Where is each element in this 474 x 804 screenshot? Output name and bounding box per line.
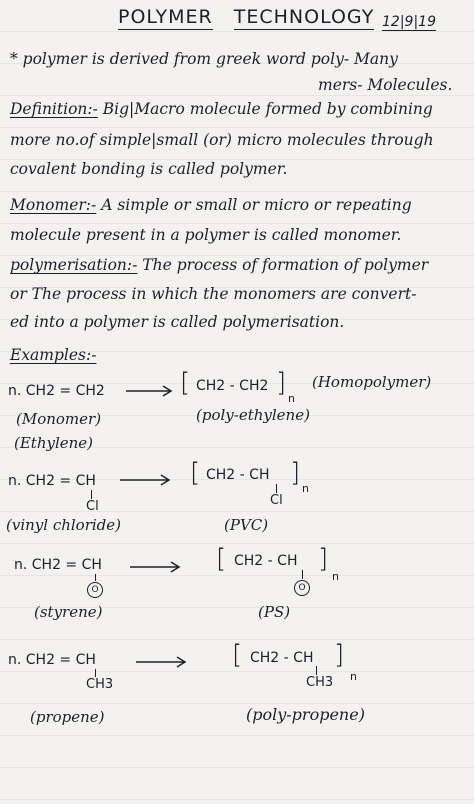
example-2-polymer-formula: CH2 - CH	[206, 467, 270, 483]
bond-line	[276, 484, 277, 493]
example-1-monomer-label: (Monomer)	[16, 410, 102, 428]
example-4-polymer-formula: CH2 - CH	[250, 650, 314, 666]
bracket-left: [	[180, 368, 191, 398]
polymerisation-line-2: or The process in which the monomers are convert-	[10, 285, 417, 303]
bracket-left: [	[190, 458, 201, 488]
example-2-monomer-formula: n. CH2 = CH	[8, 473, 96, 489]
definition-line-1	[10, 100, 433, 118]
example-3-monomer-formula: n. CH2 = CH	[14, 557, 102, 573]
example-1-subscript: n	[288, 392, 295, 405]
example-2-polymer-name: (PVC)	[224, 516, 269, 534]
intro-line-2: mers- Molecules.	[318, 76, 453, 94]
example-2-monomer-name: (vinyl chloride)	[6, 516, 122, 534]
definition-line-2: more no.of simple|small (or) micro molecules through	[10, 131, 434, 149]
definition-text-1: Big|Macro molecule formed by combining	[97, 100, 433, 118]
monomer-line-1	[10, 196, 412, 214]
bracket-left: [	[232, 640, 243, 670]
bracket-right: ]	[290, 458, 301, 488]
monomer-line-2: molecule present in a polymer is called monomer.	[10, 226, 402, 244]
page-date: 12|9|19	[382, 14, 436, 30]
bracket-left: [	[216, 544, 227, 574]
example-1-polymer-name: (poly-ethylene)	[196, 406, 310, 424]
example-1-monomer-name: (Ethylene)	[14, 434, 94, 452]
bond-line	[95, 574, 96, 581]
polymerisation-term: polymerisation:-	[10, 256, 138, 274]
example-2-polymer-substituent: Cl	[270, 493, 283, 508]
bond-line	[316, 666, 317, 675]
example-3-polymer-name: (PS)	[258, 603, 291, 621]
example-1-note: (Homopolymer)	[312, 373, 432, 391]
bracket-right: ]	[334, 640, 345, 670]
example-4-monomer-name: (propene)	[30, 708, 105, 726]
example-2-monomer-substituent: Cl	[86, 499, 99, 514]
polymerisation-text-1: The process of formation of polymer	[137, 256, 429, 274]
definition-line-3: covalent bonding is called polymer.	[10, 160, 288, 178]
bond-line	[91, 490, 92, 499]
benzene-ring-icon: O	[294, 580, 310, 596]
example-1-polymer-formula: CH2 - CH2	[196, 378, 269, 394]
example-4-monomer-formula: n. CH2 = CH	[8, 652, 96, 668]
monomer-term: Monomer:-	[10, 196, 97, 214]
arrow-icon	[118, 473, 172, 487]
example-4-subscript: n	[350, 670, 357, 683]
example-1-monomer-formula: n. CH2 = CH2	[8, 383, 105, 399]
bond-line	[302, 570, 303, 579]
monomer-text-1: A simple or small or micro or repeating	[96, 196, 412, 214]
example-2-subscript: n	[302, 482, 309, 495]
example-3-polymer-formula: CH2 - CH	[234, 553, 298, 569]
example-3-monomer-name: (styrene)	[34, 603, 103, 621]
example-4-monomer-substituent: CH3	[86, 677, 114, 692]
examples-heading: Examples:-	[10, 346, 97, 364]
bracket-right: ]	[276, 368, 287, 398]
example-4-polymer-substituent: CH3	[306, 675, 334, 690]
intro-line-1: * polymer is derived from greek word poly- Many	[10, 50, 398, 68]
example-3-subscript: n	[332, 570, 339, 583]
definition-term: Definition:-	[10, 100, 98, 118]
arrow-icon	[124, 384, 174, 398]
page-title: POLYMER TECHNOLOGY	[118, 6, 375, 28]
polymerisation-line-3: ed into a polymer is called polymerisation.	[10, 313, 345, 331]
arrow-icon	[134, 655, 188, 669]
bond-line	[95, 669, 96, 677]
bracket-right: ]	[318, 544, 329, 574]
arrow-icon	[128, 560, 182, 574]
example-4-polymer-name: (poly-propene)	[246, 705, 365, 724]
polymerisation-line-1	[10, 256, 428, 274]
benzene-ring-icon: O	[87, 582, 103, 598]
